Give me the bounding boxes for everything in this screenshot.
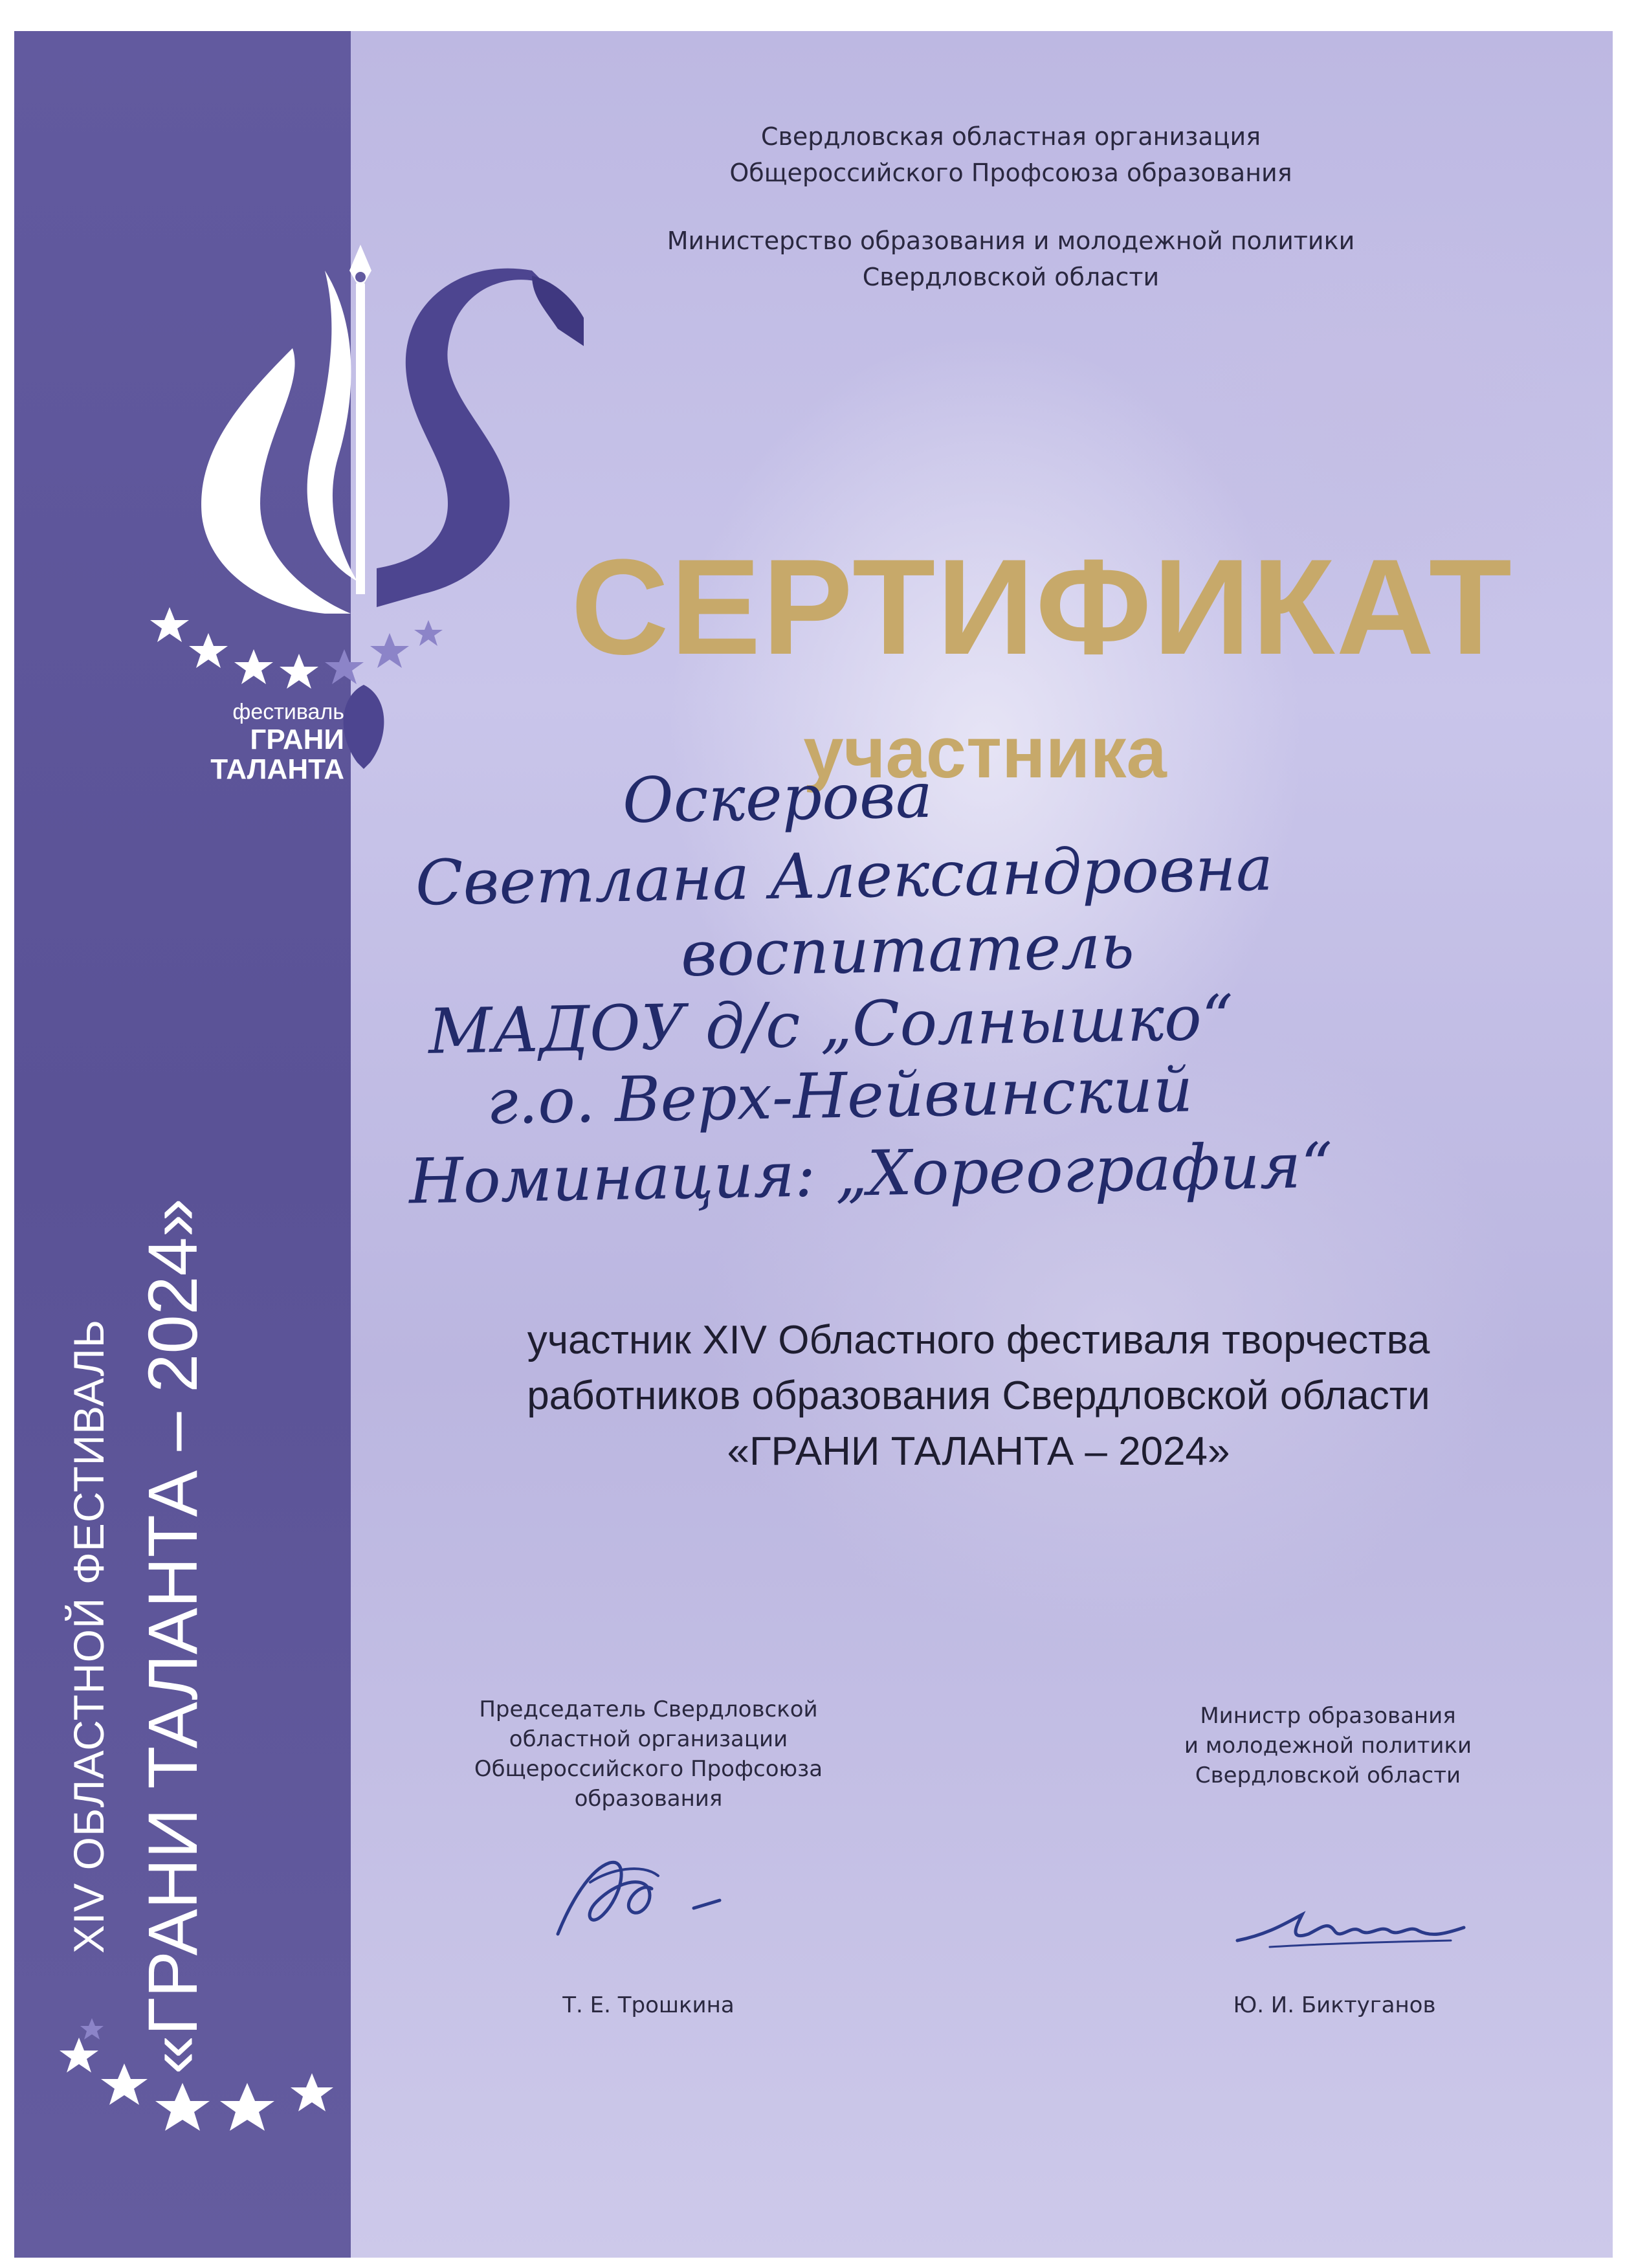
handwritten-name: Светлана Александровна <box>415 832 1274 920</box>
right-title-line-2: и молодежной политики <box>1184 1733 1472 1759</box>
right-signatory-name: Ю. И. Биктуганов <box>1233 1992 1436 2018</box>
org-line-4: Свердловской области <box>862 263 1160 291</box>
left-signatory-title <box>422 1695 875 1814</box>
left-title-line-3: Общероссийского Профсоюза <box>474 1756 823 1782</box>
org-line-3: Министерство образования и молодежной политики <box>667 227 1355 255</box>
stars-decoration-icon <box>53 2012 351 2180</box>
left-title-line-1: Председатель Свердловской <box>479 1696 818 1722</box>
handwritten-position: воспитатель <box>680 909 1135 991</box>
band-line-2: «ГРАНИ ТАЛАНТА – 2024» <box>133 1198 212 2074</box>
right-title-line-3: Свердловской области <box>1195 1762 1461 1788</box>
handwritten-nomination: Номинация: „Хореография“ <box>408 1129 1334 1218</box>
certificate-title: СЕРТИФИКАТ <box>571 531 1514 683</box>
right-signatory-title <box>1127 1701 1529 1790</box>
handwritten-organization: МАДОУ д/с „Солнышко“ <box>428 981 1234 1068</box>
participant-line-1: участник XIV Областного фестиваля творчества <box>527 1318 1430 1362</box>
org-line-1: Свердловская областная организация <box>760 122 1261 151</box>
handwritten-surname: Оскерова <box>622 759 933 838</box>
left-signatory-name: Т. Е. Трошкина <box>562 1992 735 2018</box>
left-title-line-4: образования <box>574 1786 723 1812</box>
left-signature-icon <box>545 1843 739 1953</box>
logo-small-text: фестиваль <box>232 700 344 724</box>
participant-line-3: «ГРАНИ ТАЛАНТА – 2024» <box>727 1429 1230 1474</box>
right-signature-icon <box>1231 1895 1477 1966</box>
certificate-subtitle: участника <box>803 712 1167 793</box>
logo-caption <box>150 699 344 784</box>
right-title-line-1: Министр образования <box>1200 1703 1456 1729</box>
certificate-sheet <box>14 31 1613 2258</box>
band-line-1: XIV ОБЛАСТНОЙ ФЕСТИВАЛЬ <box>65 1318 113 1954</box>
handwritten-city: г.о. Верх-Нейвинский <box>486 1053 1194 1139</box>
org-line-2: Общероссийского Профсоюза образования <box>729 159 1292 187</box>
logo-big-text-1: ГРАНИ <box>250 724 344 755</box>
left-title-line-2: областной организации <box>509 1726 788 1752</box>
participant-line-2: работников образования Свердловской области <box>527 1373 1430 1418</box>
logo-big-text-2: ТАЛАНТА <box>210 753 344 785</box>
participant-text <box>428 1313 1529 1480</box>
